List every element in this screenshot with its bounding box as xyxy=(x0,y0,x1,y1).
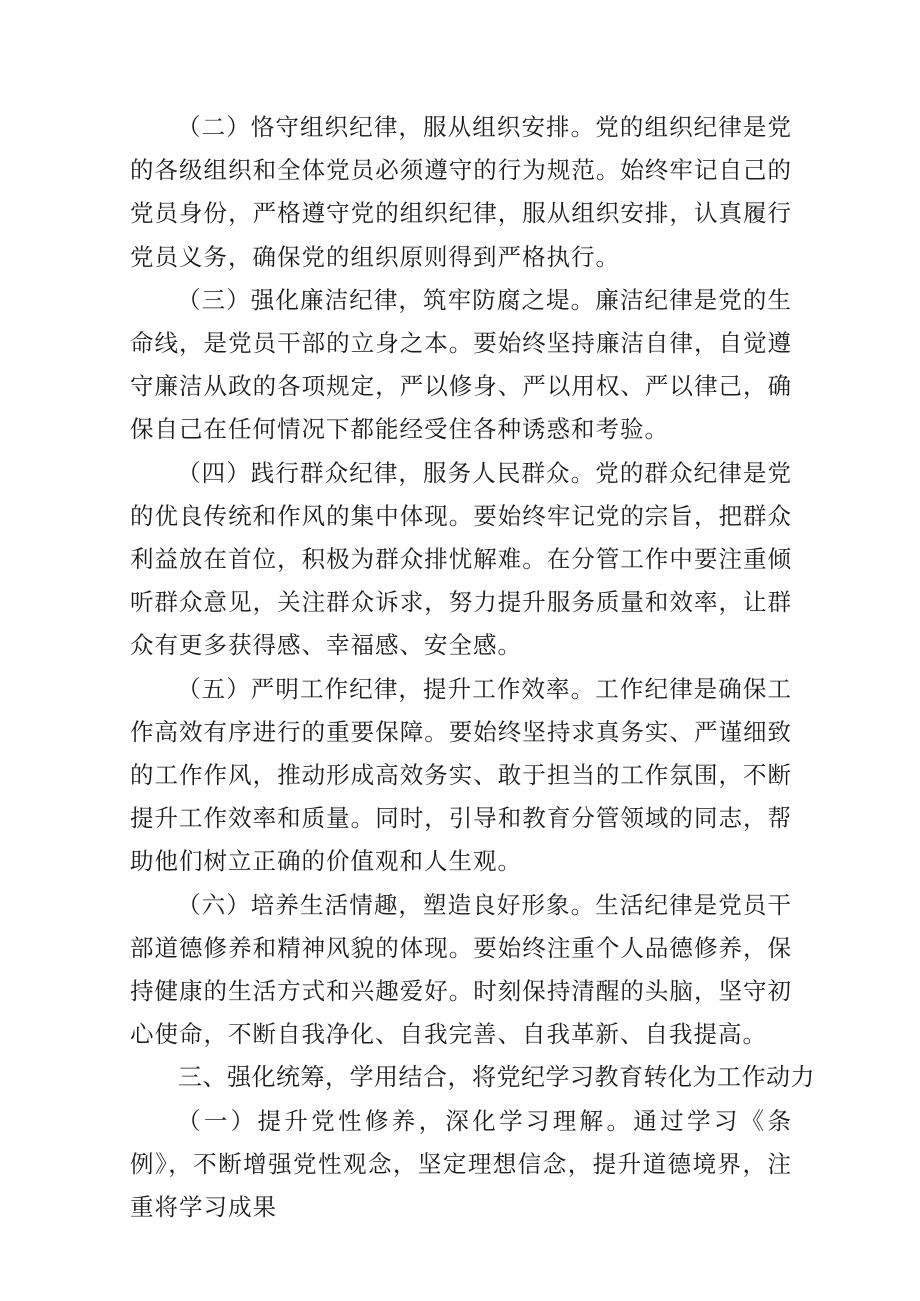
paragraph-life-discipline: （六）培养生活情趣，塑造良好形象。生活纪律是党员干部道德修养和精神风貌的体现。要始终注重个人品德修养，保持健康的生活方式和兴趣爱好。时刻保持清醒的头脑，坚守初心使命，不断自我净化、自我完善、自我革新、自我提高。 xyxy=(130,890,792,1049)
paragraph-organization-discipline: （二）恪守组织纪律，服从组织安排。党的组织纪律是党的各级组织和全体党员必须遵守的行为规范。始终牢记自己的党员身份，严格遵守党的组织纪律，服从组织安排，认真履行党员义务，确保党的组织原则得到严格执行。 xyxy=(130,113,792,271)
section-heading: 三、强化统筹，学用结合，将党纪学习教育转化为工作动力 xyxy=(178,1063,815,1092)
paragraph-integrity-discipline: （三）强化廉洁纪律，筑牢防腐之堤。廉洁纪律是党的生命线，是党员干部的立身之本。要始终坚持廉洁自律，自觉遵守廉洁从政的各项规定，严以修身、严以用权、严以律己，确保自己在任何情况下都能经受住各种诱惑和考验。 xyxy=(130,285,792,444)
document-body xyxy=(130,106,815,1229)
paragraph-work-discipline: （五）严明工作纪律，提升工作效率。工作纪律是确保工作高效有序进行的重要保障。要始终坚持求真务实、严谨细致的工作作风，推动形成高效务实、敢于担当的工作氛围，不断提升工作效率和质量。同时，引导和教育分管领域的同志，帮助他们树立正确的价值观和人生观。 xyxy=(130,674,792,876)
paragraph-party-spirit: （一）提升党性修养，深化学习理解。通过学习《条例》，不断增强党性观念，坚定理想信念，提升道德境界，注重将学习成果 xyxy=(130,1106,792,1222)
paragraph-mass-discipline: （四）践行群众纪律，服务人民群众。党的群众纪律是党的优良传统和作风的集中体现。要始终牢记党的宗旨，把群众利益放在首位，积极为群众排忧解难。在分管工作中要注重倾听群众意见，关注群众诉求，努力提升服务质量和效率，让群众有更多获得感、幸福感、安全感。 xyxy=(130,458,792,660)
